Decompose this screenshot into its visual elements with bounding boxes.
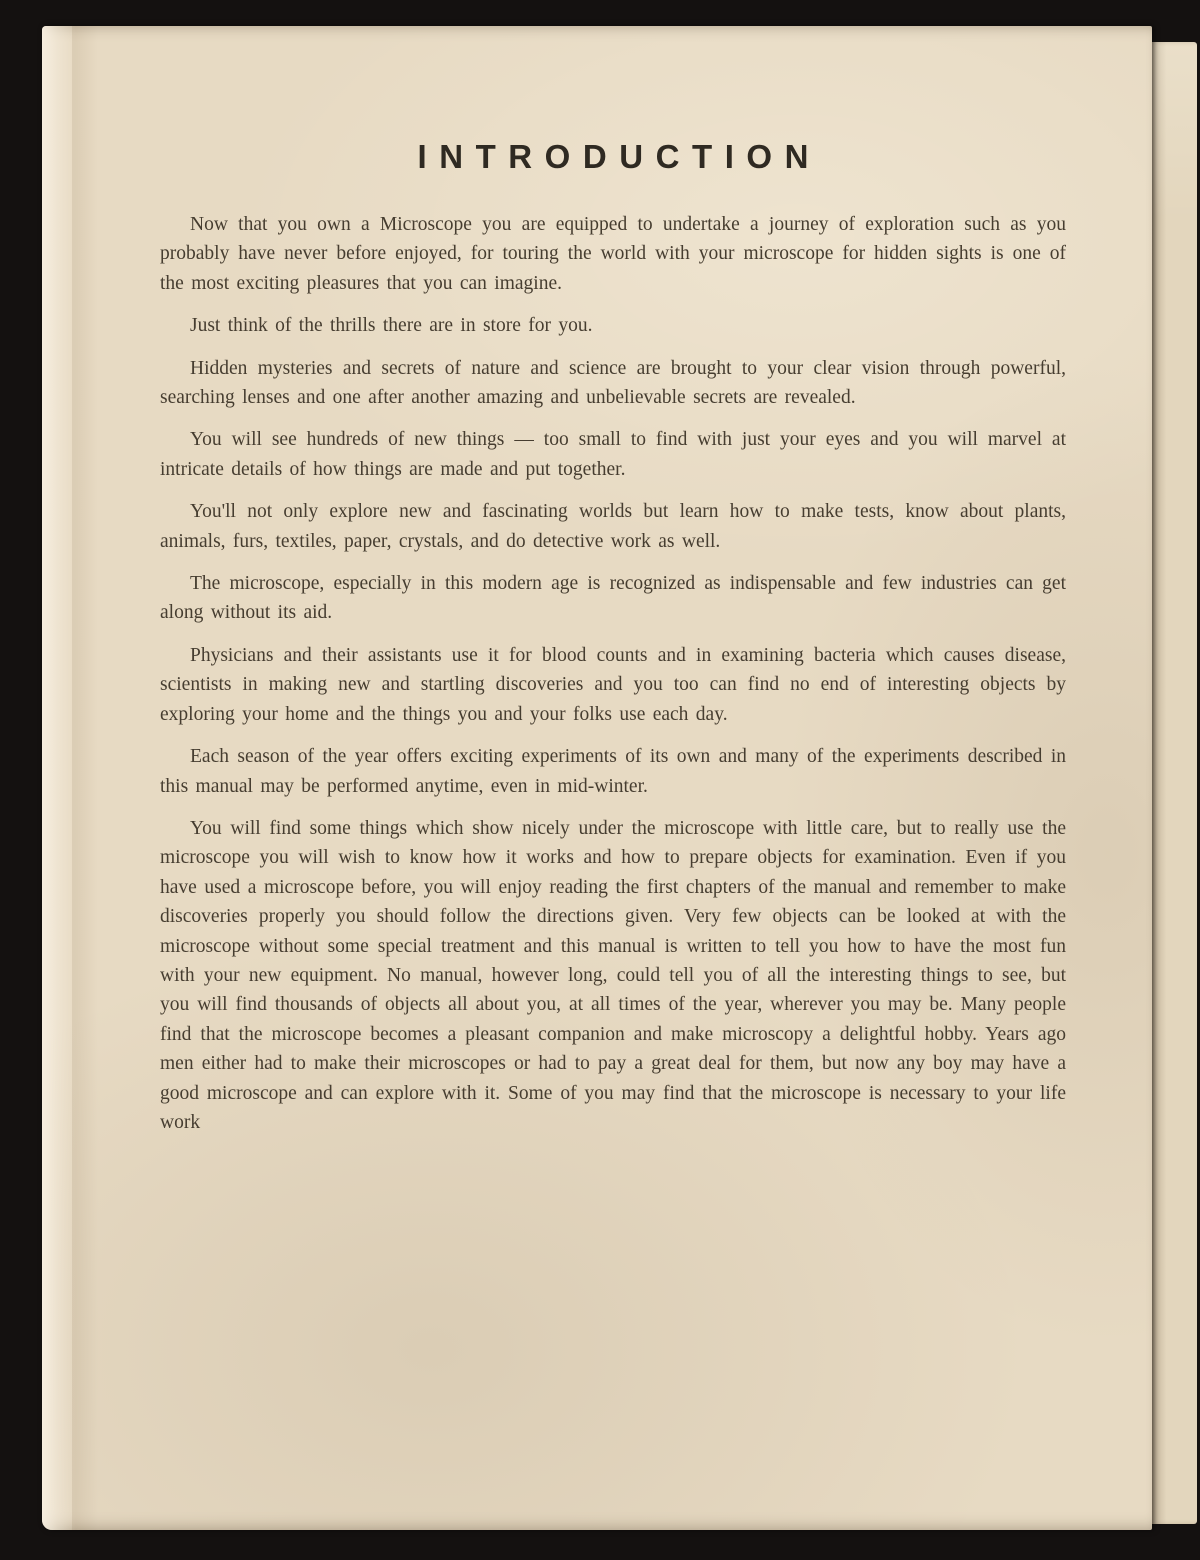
paragraph: Now that you own a Microscope you are equipped to undertake a journey of exploration such as you probably have never before enjoyed, for touring the world with your microscope for hidden sights is one of the most exciting pleasures that you can imagine.	[160, 214, 1066, 294]
paragraph: Physicians and their assistants use it for blood counts and in examining bacteria which causes disease, scientists in making new and startling discoveries and you too can find no end of interesting objects by exploring your home and the things you and your folks use each day.	[160, 644, 1066, 725]
paragraph: You will find some things which show nicely under the microscope with little care, but to really use the microscope you will wish to know how it works and how to prepare objects for examination. Even if you have used a microscope before, you will enjoy reading the first chapters of the manual and remember to make discoveries properly you should follow the directions given. Very few objects can be looked at with the microscope without some special treatment and this manual is written to tell you how to have the most fun with your new equipment. No manual, however long, could tell you of all the interesting things to see, but you will find thousands of objects all about you, at all times of the year, wherever you may be. Many people find that the microscope becomes a pleasant companion and make microscopy a delightful hobby. Years ago men either had to make their microscopes or had to pay a great deal for them, but now any boy may have a good microscope and can explore with it. Some of you may find that the microscope is necessary to your life work	[160, 817, 1066, 1133]
book-page	[42, 26, 1152, 1530]
paragraph: You will see hundreds of new things — too small to find with just your eyes and you will marvel at intricate details of how things are made and put together.	[160, 429, 1066, 480]
body-text	[160, 210, 1066, 1137]
next-page-edge	[1150, 42, 1197, 1524]
paragraph: Just think of the thrills there are in store for you.	[190, 315, 593, 337]
paragraph: Each season of the year offers exciting experiments of its own and many of the experiments described in this manual may be performed anytime, even in mid-winter.	[160, 746, 1066, 797]
paragraph: The microscope, especially in this modern age is recognized as indispensable and few industries can get along without its aid.	[160, 573, 1066, 624]
paragraph: You'll not only explore new and fascinating worlds but learn how to make tests, know about plants, animals, furs, textiles, paper, crystals, and do detective work as well.	[160, 501, 1066, 552]
binding-shadow	[72, 26, 98, 1530]
binding-edge	[42, 26, 76, 1530]
page-content	[160, 26, 1066, 1150]
page-title: INTRODUCTION	[417, 138, 821, 175]
paragraph: Hidden mysteries and secrets of nature and science are brought to your clear vision through powerful, searching lenses and one after another amazing and unbelievable secrets are revealed.	[160, 357, 1066, 409]
